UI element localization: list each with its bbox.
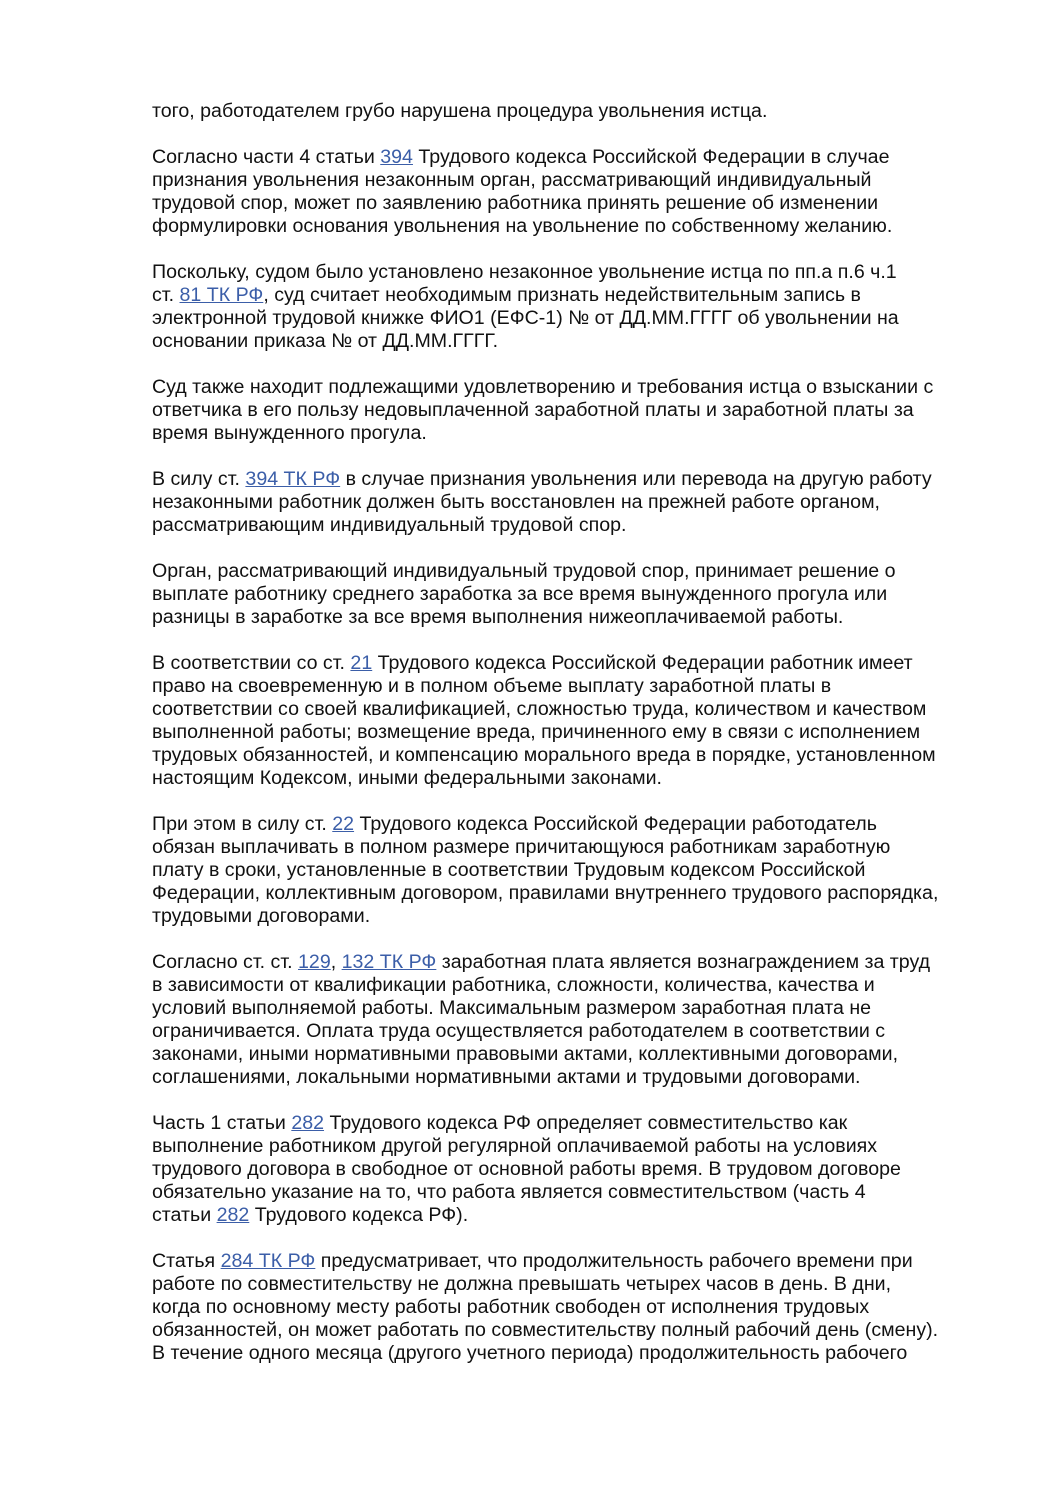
text-segment: когда по основному месту работы работник свободен от исполнения трудовых [152, 1296, 870, 1318]
text-segment: соглашениями, локальными нормативными актами и трудовыми договорами. [152, 1066, 861, 1088]
text-segment: соответствии со своей квалификацией, сложностью труда, количеством и качеством [152, 698, 927, 720]
text-segment: в зависимости от квалификации работника, сложности, количества, качества и [152, 974, 875, 996]
text-segment: незаконными работник должен быть восстановлен на прежней работе органом, [152, 491, 880, 513]
text-line [152, 192, 992, 215]
text-line [152, 1112, 992, 1135]
law-reference-link[interactable]: 394 [380, 146, 413, 168]
text-line [152, 859, 992, 882]
text-segment: В соответствии со ст. [152, 652, 351, 674]
text-line [152, 675, 992, 698]
text-segment: Суд также находит подлежащими удовлетворению и требования истца о взыскании с [152, 376, 934, 398]
text-segment: Трудового кодекса Российской Федерации в случае [412, 146, 890, 168]
text-line [152, 146, 992, 169]
text-segment: Статья [152, 1250, 221, 1272]
paragraph [152, 560, 992, 629]
text-segment: выполнение работником другой регулярной оплачиваемой работы на условиях [152, 1135, 878, 1157]
text-segment: настоящим Кодексом, иными федеральными законами. [152, 767, 663, 789]
paragraph [152, 813, 992, 928]
paragraph [152, 261, 992, 353]
law-reference-link[interactable]: 21 [350, 652, 373, 674]
text-line [152, 1020, 992, 1043]
text-segment: Трудового кодекса РФ). [249, 1204, 469, 1226]
paragraph [152, 951, 992, 1089]
text-line [152, 813, 992, 836]
text-line [152, 836, 992, 859]
text-segment: трудового договора в свободное от основной работы время. В трудовом договоре [152, 1158, 901, 1180]
text-line [152, 606, 992, 629]
text-segment: Трудового кодекса Российской Федерации работник имеет [372, 652, 913, 674]
text-segment: выплате работнику среднего заработка за все время вынужденного прогула или [152, 583, 888, 605]
text-line [152, 1250, 992, 1273]
text-segment: Орган, рассматривающий индивидуальный трудовой спор, принимает решение о [152, 560, 896, 582]
paragraph [152, 146, 992, 238]
text-line [152, 882, 992, 905]
paragraph [152, 100, 992, 123]
text-segment: ограничивается. Оплата труда осуществляется работодателем в соответствии с [152, 1020, 886, 1042]
text-line [152, 1181, 992, 1204]
law-reference-link[interactable]: 132 ТК РФ [341, 951, 437, 973]
text-line [152, 1135, 992, 1158]
text-segment: Часть 1 статьи [152, 1112, 292, 1134]
text-segment: работе по совместительству не должна превышать четырех часов в день. В дни, [152, 1273, 892, 1295]
text-line [152, 491, 992, 514]
law-reference-link[interactable]: 284 ТК РФ [220, 1250, 316, 1272]
text-segment: Федерации, коллективным договором, правилами внутреннего трудового распорядка, [152, 882, 939, 904]
text-segment: обязанностей, он может работать по совместительству полный рабочий день (смену). [152, 1319, 939, 1341]
text-segment: При этом в силу ст. [152, 813, 333, 835]
text-segment: плату в сроки, установленные в соответствии Трудовым кодексом Российской [152, 859, 866, 881]
text-line [152, 422, 992, 445]
text-line [152, 468, 992, 491]
text-line [152, 652, 992, 675]
text-segment: Трудового кодекса Российской Федерации работодатель [354, 813, 877, 835]
text-segment: В течение одного месяца (другого учетного периода) продолжительность рабочего [152, 1342, 908, 1364]
document-page [152, 100, 992, 1388]
text-segment: Поскольку, судом было установлено незаконное увольнение истца по пп.а п.6 ч.1 [152, 261, 897, 283]
text-segment: в случае признания увольнения или перевода на другую работу [340, 468, 932, 490]
paragraph [152, 1250, 992, 1365]
text-line [152, 100, 992, 123]
law-reference-link[interactable]: 282 [291, 1112, 325, 1134]
text-line [152, 307, 992, 330]
text-segment: Согласно ст. ст. [152, 951, 299, 973]
paragraph [152, 1112, 992, 1227]
text-segment: Трудового кодекса РФ определяет совместительство как [324, 1112, 848, 1134]
text-segment: , [330, 951, 342, 973]
text-segment: , суд считает необходимым признать недействительным запись в [263, 284, 861, 306]
text-line [152, 744, 992, 767]
text-line [152, 215, 992, 238]
text-segment: В силу ст. [152, 468, 246, 490]
text-line [152, 1204, 992, 1227]
text-segment: статьи [152, 1204, 217, 1226]
text-line [152, 1296, 992, 1319]
text-line [152, 997, 992, 1020]
text-line [152, 399, 992, 422]
text-segment: признания увольнения незаконным орган, рассматривающий индивидуальный [152, 169, 872, 191]
text-segment: основании приказа № от ДД.ММ.ГГГГ. [152, 330, 499, 352]
text-segment: ст. [152, 284, 180, 306]
text-line [152, 284, 992, 307]
text-segment: обязательно указание на то, что работа является совместительством (часть 4 [152, 1181, 866, 1203]
text-segment: разницы в заработке за все время выполнения нижеоплачиваемой работы. [152, 606, 844, 628]
text-segment: рассматривающим индивидуальный трудовой спор. [152, 514, 627, 536]
text-segment: ответчика в его пользу недовыплаченной заработной платы и заработной платы за [152, 399, 914, 421]
text-segment: обязан выплачивать в полном размере причитающуюся работникам заработную [152, 836, 891, 858]
text-line [152, 514, 992, 537]
text-segment: право на своевременную и в полном объеме выплату заработной платы в [152, 675, 832, 697]
text-segment: законами, иными нормативными правовыми актами, коллективными договорами, [152, 1043, 899, 1065]
law-reference-link[interactable]: 394 ТК РФ [245, 468, 341, 490]
law-reference-link[interactable]: 129 [298, 951, 331, 973]
text-segment: условий выполняемой работы. Максимальным размером заработная плата не [152, 997, 872, 1019]
text-segment: трудовой спор, может по заявлению работника принять решение об изменении [152, 192, 879, 214]
text-segment: заработная плата является вознаграждением за труд [436, 951, 931, 973]
text-line [152, 698, 992, 721]
text-segment: того, работодателем грубо нарушена процедура увольнения истца. [152, 100, 768, 122]
text-segment: Согласно части 4 статьи [152, 146, 381, 168]
text-segment: формулировки основания увольнения на увольнение по собственному желанию. [152, 215, 893, 237]
text-line [152, 169, 992, 192]
text-line [152, 1342, 992, 1365]
text-line [152, 905, 992, 928]
text-segment: выполненной работы; возмещение вреда, причиненного ему в связи с исполнением [152, 721, 921, 743]
text-line [152, 1066, 992, 1089]
text-line [152, 767, 992, 790]
text-line [152, 261, 992, 284]
text-line [152, 330, 992, 353]
paragraph [152, 652, 992, 790]
text-segment: время вынужденного прогула. [152, 422, 427, 444]
text-segment: трудовыми договорами. [152, 905, 371, 927]
law-reference-link[interactable]: 282 [216, 1204, 250, 1226]
text-line [152, 721, 992, 744]
paragraph [152, 468, 992, 537]
text-line [152, 1043, 992, 1066]
text-line [152, 974, 992, 997]
paragraph [152, 376, 992, 445]
text-segment: трудовых обязанностей, и компенсацию морального вреда в порядке, установленном [152, 744, 936, 766]
text-segment: предусматривает, что продолжительность рабочего времени при [315, 1250, 913, 1272]
text-line [152, 376, 992, 399]
law-reference-link[interactable]: 81 ТК РФ [179, 284, 264, 306]
text-line [152, 583, 992, 606]
text-line [152, 1158, 992, 1181]
text-line [152, 1319, 992, 1342]
law-reference-link[interactable]: 22 [332, 813, 355, 835]
text-line [152, 560, 992, 583]
text-line [152, 951, 992, 974]
text-segment: электронной трудовой книжке ФИО1 (ЕФС-1) № от ДД.ММ.ГГГГ об увольнении на [152, 307, 899, 329]
text-line [152, 1273, 992, 1296]
